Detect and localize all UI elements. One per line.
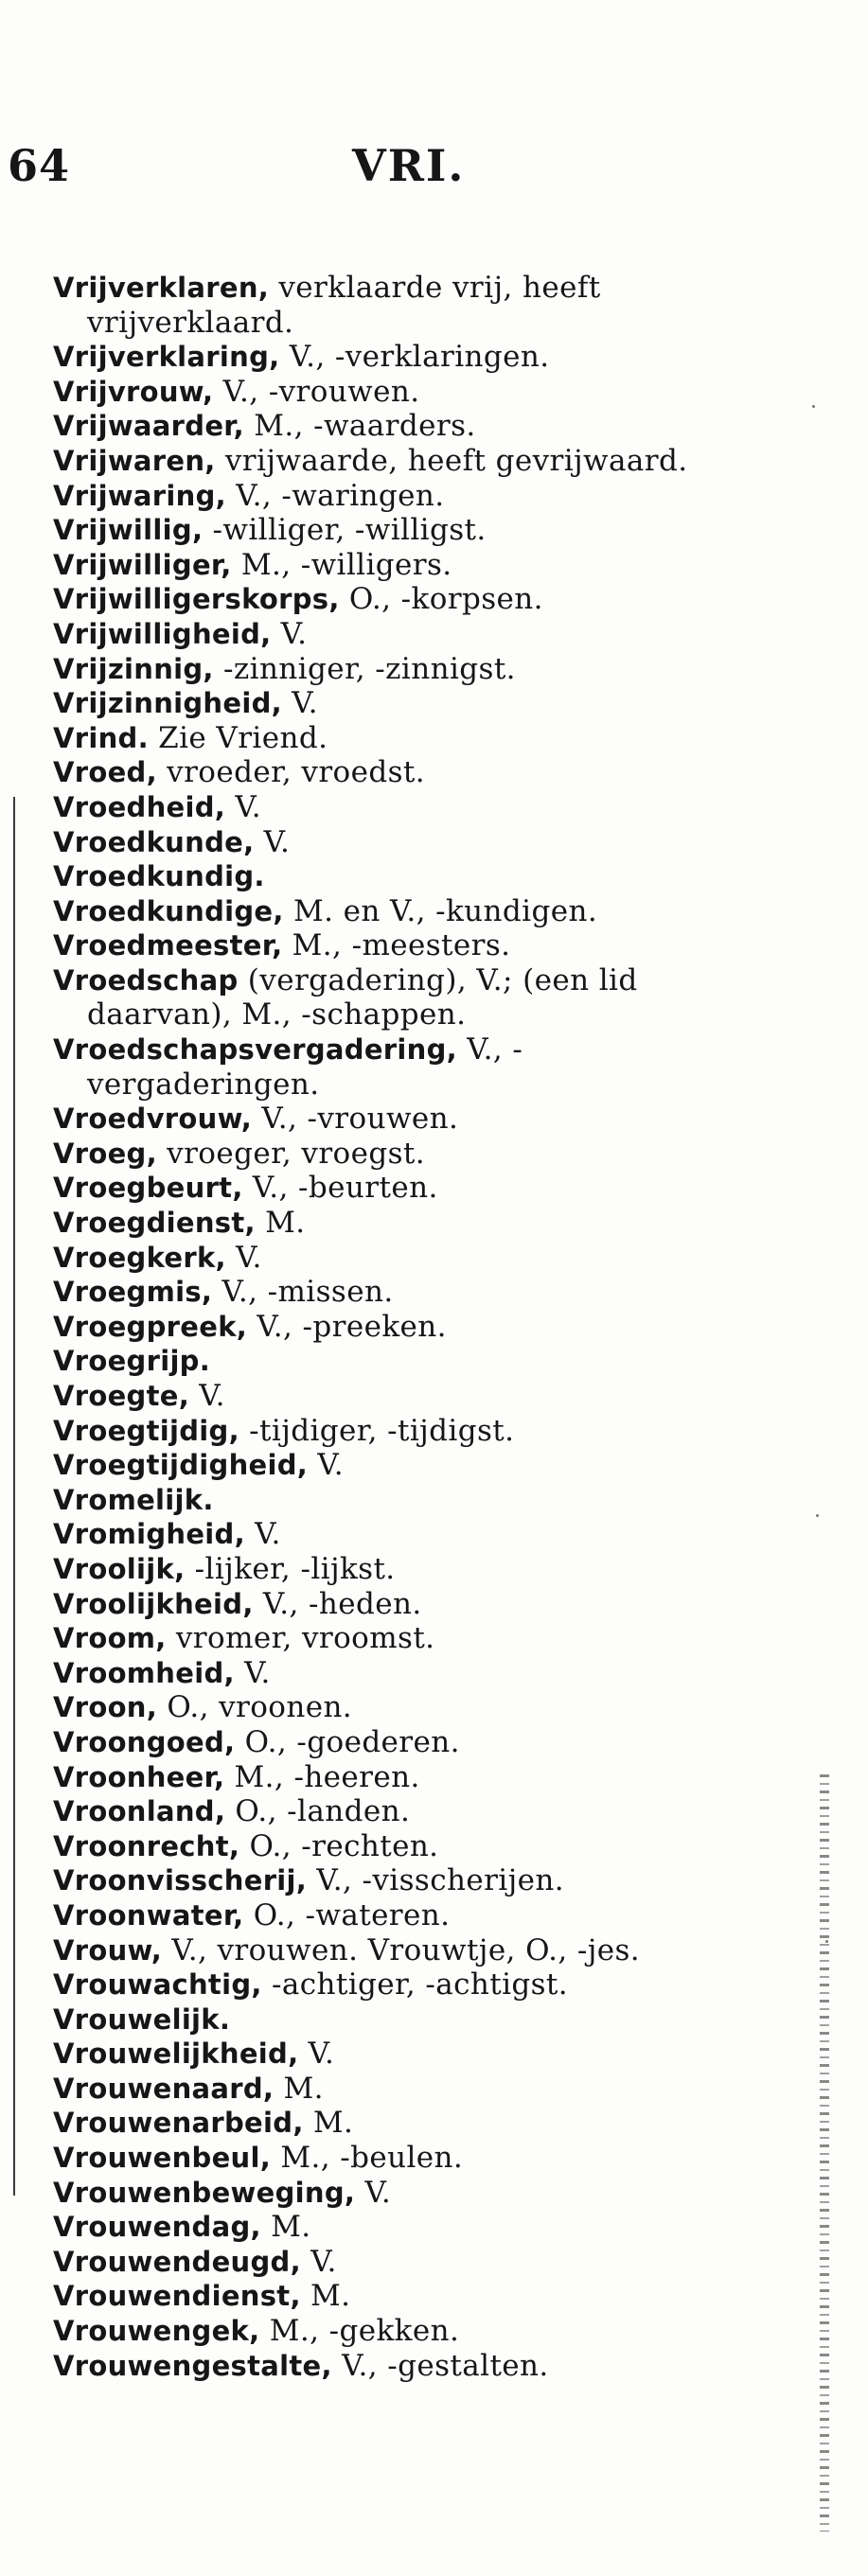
dictionary-entry bbox=[53, 2072, 753, 2107]
dictionary-entry bbox=[53, 1414, 753, 1449]
dictionary-entry bbox=[53, 1690, 753, 1725]
entry-definition: -williger, -willigst. bbox=[203, 513, 487, 548]
entry-definition: V. bbox=[225, 789, 262, 824]
entry-headword: Vroedvrouw, bbox=[53, 1103, 253, 1136]
entry-definition: vroeger, vroegst. bbox=[156, 1136, 426, 1171]
entry-headword: Vroedkundige, bbox=[53, 894, 284, 927]
entry-definition: vromer, vroomst. bbox=[166, 1621, 435, 1656]
entry-headword: Vroonvisscherij, bbox=[53, 1864, 308, 1897]
entry-definition: V., -visscherijen. bbox=[307, 1863, 564, 1898]
entry-headword: Vrijwilligheid, bbox=[53, 617, 272, 650]
entry-headword: Vrijvrouw, bbox=[53, 375, 214, 408]
entry-headword: Vrouwendeugd, bbox=[53, 2245, 301, 2278]
entry-definition: V., -verklaringen. bbox=[279, 340, 550, 375]
entry-headword: Vrouwengek, bbox=[53, 2315, 260, 2348]
dictionary-entry bbox=[53, 1967, 753, 2003]
dictionary-entry bbox=[53, 582, 753, 617]
dictionary-entry bbox=[53, 2106, 753, 2141]
entry-definition: V., -vrouwen. bbox=[252, 1102, 459, 1137]
entry-definition: V. bbox=[271, 616, 308, 651]
entry-headword: Vroeg, bbox=[53, 1137, 157, 1170]
entry-headword: Vroonwater, bbox=[53, 1898, 244, 1932]
dictionary-entry bbox=[53, 1517, 753, 1552]
entry-headword: Vroegkerk, bbox=[53, 1241, 226, 1274]
dictionary-entry bbox=[53, 652, 753, 687]
entry-headword: Vrijwaarder, bbox=[53, 410, 244, 443]
entry-headword: Vrijzinnigheid, bbox=[53, 687, 282, 720]
dictionary-entry bbox=[53, 1102, 753, 1137]
dictionary-entries bbox=[53, 271, 753, 2383]
entry-definition: V. bbox=[254, 824, 291, 859]
dictionary-entry bbox=[53, 721, 753, 756]
dictionary-entry bbox=[53, 1275, 753, 1310]
page-number: 64 bbox=[8, 140, 71, 191]
dictionary-entry bbox=[53, 686, 753, 721]
dictionary-entry bbox=[53, 755, 753, 790]
dictionary-entry bbox=[53, 1483, 753, 1518]
entry-definition: M., -gekken. bbox=[259, 2314, 460, 2349]
entry-definition: V. bbox=[308, 1448, 345, 1483]
entry-definition: M. bbox=[274, 2071, 324, 2106]
entry-definition: V., -vrouwen. bbox=[213, 374, 420, 409]
dictionary-entry bbox=[53, 1794, 753, 1829]
entry-headword: Vrouwengestalte, bbox=[53, 2349, 332, 2382]
entry-headword: Vroom, bbox=[53, 1622, 167, 1655]
dictionary-entry bbox=[53, 1587, 753, 1622]
dictionary-entry bbox=[53, 2141, 753, 2176]
dictionary-entry bbox=[53, 790, 753, 825]
entry-definition: V. bbox=[355, 2175, 392, 2210]
entry-definition: O., -landen. bbox=[225, 1794, 411, 1829]
entry-headword: Vroegrijp. bbox=[53, 1345, 211, 1378]
entry-definition: V., vrouwen. Vrouwtje, O., -jes. bbox=[162, 1932, 641, 1967]
entry-headword: Vroedmeester, bbox=[53, 929, 283, 962]
entry-headword: Vrouwenbeul, bbox=[53, 2142, 272, 2175]
entry-headword: Vroedkundig. bbox=[53, 860, 265, 893]
entry-headword: Vrouwendag, bbox=[53, 2211, 261, 2244]
dictionary-entry bbox=[53, 963, 753, 1032]
entry-definition: M. en V., -kundigen. bbox=[283, 893, 598, 928]
dictionary-entry bbox=[53, 479, 753, 514]
paper-speck bbox=[812, 405, 815, 408]
dictionary-entry bbox=[53, 1171, 753, 1206]
dictionary-entry bbox=[53, 2349, 753, 2384]
dictionary-entry bbox=[53, 271, 753, 340]
entry-definition: V. bbox=[189, 1379, 225, 1413]
entry-definition: Zie Vriend. bbox=[148, 720, 328, 755]
entry-headword: Vromelijk. bbox=[53, 1483, 214, 1516]
entry-headword: Vroegbeurt, bbox=[53, 1172, 243, 1205]
entry-definition: vroeder, vroedst. bbox=[156, 755, 426, 790]
margin-rule bbox=[13, 797, 15, 2196]
entry-definition: M., -beulen. bbox=[271, 2141, 464, 2176]
entry-definition: V., -beurten. bbox=[242, 1171, 438, 1206]
entry-headword: Vrouwendienst, bbox=[53, 2280, 301, 2313]
entry-definition: V. bbox=[244, 1517, 281, 1552]
dictionary-entry bbox=[53, 1725, 753, 1760]
entry-headword: Vroegtijdig, bbox=[53, 1414, 239, 1447]
entry-definition: O., -goederen. bbox=[235, 1724, 460, 1759]
entry-headword: Vrijwilligerskorps, bbox=[53, 583, 340, 616]
dictionary-entry bbox=[53, 928, 753, 963]
paper-speck bbox=[816, 1514, 819, 1517]
entry-definition: V., -vergaderingen. bbox=[87, 1032, 523, 1102]
entry-headword: Vroedschap bbox=[53, 963, 239, 997]
entry-headword: Vroolijkheid, bbox=[53, 1587, 254, 1620]
dictionary-entry bbox=[53, 825, 753, 860]
dictionary-entry bbox=[53, 2245, 753, 2280]
dictionary-entry bbox=[53, 1206, 753, 1241]
entry-headword: Vroedheid, bbox=[53, 790, 226, 823]
dictionary-entry bbox=[53, 409, 753, 444]
entry-headword: Vroegtijdigheid, bbox=[53, 1449, 309, 1482]
entry-definition: O., -rechten. bbox=[239, 1828, 439, 1863]
entry-definition: vrijwaarde, heeft gevrijwaard. bbox=[215, 443, 688, 478]
entry-definition: (vergadering), V.; (een lid daarvan), M., -schappen. bbox=[87, 962, 638, 1032]
entry-headword: Vroegdienst, bbox=[53, 1207, 256, 1240]
dictionary-entry bbox=[53, 1621, 753, 1656]
dictionary-entry bbox=[53, 1933, 753, 1968]
entry-definition: M. bbox=[260, 2210, 311, 2245]
entry-headword: Vrijzinnig, bbox=[53, 652, 214, 685]
entry-definition: V. bbox=[225, 1240, 262, 1275]
entry-definition: -zinniger, -zinnigst. bbox=[213, 651, 516, 686]
dictionary-entry bbox=[53, 1137, 753, 1172]
dictionary-entry bbox=[53, 2176, 753, 2211]
entry-headword: Vroonland, bbox=[53, 1795, 226, 1828]
dictionary-entry bbox=[53, 2003, 753, 2038]
entry-headword: Vrouwelijkheid, bbox=[53, 2038, 299, 2071]
dictionary-entry bbox=[53, 513, 753, 548]
entry-definition: verklaarde vrij, heeft vrijverklaard. bbox=[87, 271, 601, 340]
dictionary-entry bbox=[53, 2279, 753, 2314]
dictionary-entry bbox=[53, 1032, 753, 1102]
dictionary-entry bbox=[53, 1310, 753, 1345]
entry-headword: Vrijwaring, bbox=[53, 479, 226, 512]
entry-definition: M. bbox=[300, 2279, 351, 2314]
dictionary-entry bbox=[53, 1898, 753, 1933]
entry-definition: V. bbox=[281, 686, 318, 721]
page-edge bbox=[820, 1774, 829, 2532]
dictionary-entry bbox=[53, 2314, 753, 2349]
dictionary-entry bbox=[53, 1829, 753, 1864]
dictionary-entry bbox=[53, 340, 753, 375]
entry-headword: Vroon, bbox=[53, 1691, 158, 1724]
entry-definition: O., -wateren. bbox=[243, 1897, 451, 1932]
dictionary-entry bbox=[53, 894, 753, 929]
entry-headword: Vrind. bbox=[53, 721, 149, 754]
entry-headword: Vroegpreek, bbox=[53, 1310, 248, 1343]
entry-definition: M., -waarders. bbox=[243, 409, 476, 444]
entry-definition: V. bbox=[234, 1655, 271, 1690]
entry-headword: Vrijwaren, bbox=[53, 444, 216, 477]
entry-definition: V. bbox=[298, 2037, 335, 2072]
dictionary-entry bbox=[53, 617, 753, 652]
entry-definition: O., -korpsen. bbox=[339, 582, 543, 617]
entry-headword: Vroonrecht, bbox=[53, 1829, 240, 1862]
dictionary-entry bbox=[53, 1448, 753, 1483]
entry-definition: M., -heeren. bbox=[224, 1759, 420, 1794]
dictionary-entry bbox=[53, 859, 753, 894]
entry-definition: M. bbox=[255, 1206, 306, 1241]
entry-headword: Vrouw, bbox=[53, 1933, 163, 1967]
entry-headword: Vrouwelijk. bbox=[53, 2003, 231, 2036]
entry-headword: Vrouwenaard, bbox=[53, 2072, 275, 2105]
entry-headword: Vroongoed, bbox=[53, 1725, 236, 1758]
entry-headword: Vroomheid, bbox=[53, 1656, 235, 1689]
entry-definition: M., -willigers. bbox=[231, 547, 452, 582]
entry-headword: Vroonheer, bbox=[53, 1760, 225, 1793]
entry-definition: O., vroonen. bbox=[157, 1690, 353, 1725]
dictionary-entry bbox=[53, 1241, 753, 1276]
entry-definition: -tijdiger, -tijdigst. bbox=[239, 1413, 515, 1448]
dictionary-entry bbox=[53, 2037, 753, 2072]
dictionary-entry bbox=[53, 1760, 753, 1795]
entry-definition: V., -gestalten. bbox=[331, 2348, 549, 2383]
dictionary-entry bbox=[53, 2210, 753, 2245]
entry-headword: Vrouwenbeweging, bbox=[53, 2176, 356, 2209]
entry-headword: Vroegmis, bbox=[53, 1276, 213, 1309]
entry-headword: Vrijverklaren, bbox=[53, 272, 270, 304]
dictionary-entry bbox=[53, 444, 753, 479]
entry-definition: V., -preeken. bbox=[247, 1309, 447, 1344]
dictionary-entry bbox=[53, 1379, 753, 1414]
entry-definition: V. bbox=[300, 2244, 337, 2279]
entry-definition: -achtiger, -achtigst. bbox=[261, 1967, 569, 2003]
entry-headword: Vromigheid, bbox=[53, 1518, 245, 1551]
dictionary-entry bbox=[53, 1552, 753, 1587]
entry-headword: Vroedkunde, bbox=[53, 825, 255, 858]
entry-headword: Vrijverklaring, bbox=[53, 341, 280, 374]
dictionary-entry bbox=[53, 548, 753, 583]
entry-definition: -lijker, -lijkst. bbox=[185, 1551, 396, 1586]
entry-headword: Vrouwachtig, bbox=[53, 1968, 262, 2002]
page-header bbox=[0, 140, 868, 206]
entry-headword: Vrouwenarbeid, bbox=[53, 2107, 304, 2140]
entry-headword: Vrijwillig, bbox=[53, 514, 204, 547]
entry-definition: M. bbox=[303, 2106, 354, 2141]
entry-headword: Vroedschapsvergadering, bbox=[53, 1033, 457, 1067]
entry-definition: V., -waringen. bbox=[225, 478, 445, 513]
entry-definition: V., -missen. bbox=[212, 1275, 394, 1310]
dictionary-entry bbox=[53, 375, 753, 410]
entry-definition: V., -heden. bbox=[253, 1586, 422, 1621]
entry-headword: Vroed, bbox=[53, 756, 157, 789]
dictionary-entry bbox=[53, 1344, 753, 1379]
dictionary-entry bbox=[53, 1863, 753, 1898]
running-head: VRI. bbox=[352, 140, 466, 191]
paper-speck bbox=[825, 1940, 828, 1943]
entry-headword: Vroegte, bbox=[53, 1380, 190, 1412]
entry-headword: Vroolijk, bbox=[53, 1552, 186, 1585]
entry-definition: M., -meesters. bbox=[282, 928, 511, 963]
entry-headword: Vrijwilliger, bbox=[53, 548, 232, 581]
dictionary-entry bbox=[53, 1656, 753, 1691]
